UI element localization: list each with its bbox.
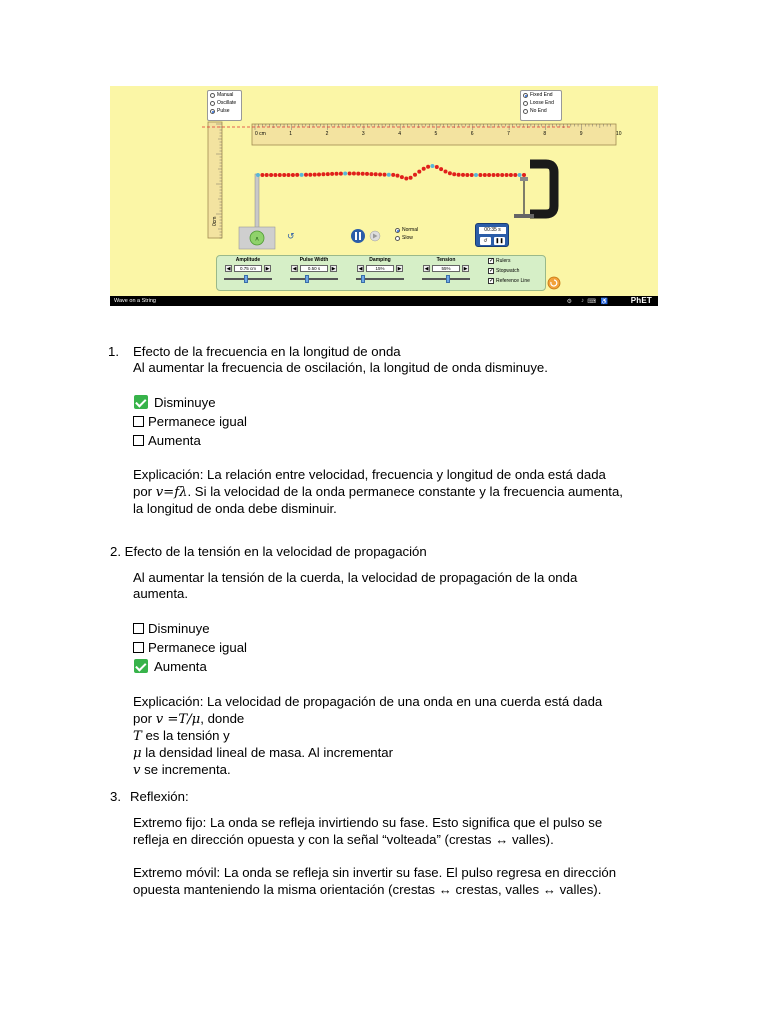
decrement-arrow-icon[interactable]: ◀ [226,266,231,272]
checkbox-checked-icon: ✓ [489,278,495,284]
q2-explanation-line3: T es la tensión y [133,728,230,744]
ruler-tick-label: 10 [616,131,622,137]
string-bead [505,173,509,177]
q2-statement-line2: aumenta. [133,586,188,601]
string-bead [417,170,421,174]
string-bead [444,170,448,174]
control-amplitude [220,257,276,289]
phet-logo: PhET [630,296,652,305]
string-bead [422,167,426,171]
q3-number: 3. [110,789,121,804]
string-bead [400,175,404,179]
radio-icon [210,101,215,106]
string-bead [361,172,365,176]
control-pulse-width [286,257,342,289]
increment-arrow-icon[interactable]: ▶ [265,266,270,272]
radio-selected-icon [395,228,400,233]
q2-option-3[interactable]: Aumenta [134,659,207,676]
oscillator-post [255,174,259,234]
control-title: Tension [436,257,456,263]
simulation-navbar [110,296,658,306]
q2-option-2[interactable]: Permanece igual [133,640,247,657]
control-slider[interactable] [422,275,470,283]
visibility-checkboxes [488,256,546,290]
string-bead [313,173,317,177]
mode-oscillate[interactable]: Oscillate [208,99,241,107]
stopwatch-pause-icon[interactable]: ❚❚ [495,238,504,244]
string-bead [500,173,504,177]
sound-icon[interactable]: ♪ [581,297,584,304]
ruler-tick-label: 4 [398,131,401,137]
string-beads [256,164,526,181]
mode-selector-panel [207,90,242,121]
pulse-button-glyph: ʌ [255,235,259,243]
decrement-arrow-icon[interactable]: ◀ [292,266,297,272]
string-bead [326,172,330,176]
string-bead [374,172,378,176]
q2-explanation-line2: por v =T/μ, donde [133,711,245,727]
string-bead [391,173,395,177]
q1-explanation-line3: la longitud de onda debe disminuir. [133,501,337,516]
speed-slow[interactable]: Slow [393,234,418,242]
increment-arrow-icon[interactable]: ▶ [397,266,402,272]
checkbox-icon [133,435,144,446]
speed-normal[interactable]: Normal [393,226,418,234]
q1-option-2[interactable]: Permanece igual [133,414,247,431]
string-bead [426,165,430,169]
string-bead [291,173,295,177]
string-bead [470,173,474,177]
clamp-icon [530,164,554,214]
ruler-tick-label: 9 [579,131,583,137]
ruler-tick-label: 8 [543,131,547,137]
keyboard-icon[interactable]: ⌨ [587,298,596,305]
stopwatch-display: 00:35 s [479,227,506,234]
end-loose[interactable]: Loose End [521,99,561,107]
string-bead [352,172,356,176]
string-bead [300,173,304,177]
ruler-tick-label: 7 [507,131,510,137]
string-bead [496,173,500,177]
string-bead [487,173,491,177]
q1-number: 1. [108,344,119,359]
control-value: 15% [366,265,394,272]
ruler-tick-label: 5 [434,131,438,137]
string-bead [287,173,291,177]
string-bead [335,172,339,176]
checkbox-checked-icon: ✓ [489,258,495,264]
control-tension [418,257,474,289]
string-bead [383,173,387,177]
string-bead [378,173,382,177]
string-bead [474,173,478,177]
string-bead [483,173,487,177]
q1-explanation-line1: Explicación: La relación entre velocidad, frecuencia y longitud de onda está dada [133,467,606,482]
control-slider[interactable] [356,275,404,283]
checkbox-icon [133,416,144,427]
increment-arrow-icon[interactable]: ▶ [463,266,468,272]
string-bead [282,173,286,177]
simulation-title: Wave on a String [114,297,156,304]
string-bead [509,173,513,177]
speed-options [393,226,418,242]
string-bead [522,173,526,177]
control-value: 0.75 cm [234,265,262,272]
end-none[interactable]: No End [521,107,561,115]
slider-thumb[interactable] [361,275,365,283]
decrement-arrow-icon[interactable]: ◀ [358,266,363,272]
q2-formula: v =T/μ [155,712,201,727]
control-slider[interactable] [290,275,338,283]
vertical-ruler-label: 0cm [212,216,218,226]
decrement-arrow-icon[interactable]: ◀ [424,266,429,272]
q1-option-1[interactable]: Disminuye [134,395,216,412]
string-bead [448,171,452,175]
control-title: Pulse Width [299,257,329,263]
string-bead [404,177,408,181]
string-bead [308,173,312,177]
string-bead [256,173,260,177]
stopwatch[interactable] [475,223,509,247]
radio-icon [523,109,528,114]
q2-option-1[interactable]: Disminuye [133,621,210,638]
radio-icon [523,101,528,106]
string-bead [343,172,347,176]
q2-explanation-line1: Explicación: La velocidad de propagación de una onda en una cuerda está dada [133,694,603,709]
string-bead [387,173,391,177]
string-bead [260,173,264,177]
string-bead [317,173,321,177]
ruler-tick-label: 6 [470,131,474,137]
string-bead [439,167,443,171]
string-bead [513,173,517,177]
checkbox-icon [133,642,144,653]
string-bead [452,172,456,176]
increment-arrow-icon[interactable]: ▶ [331,266,336,272]
q3-fixed-line2: refleja en dirección opuesta y con la señal “volteada” (crestas ↔ valles). [133,832,554,847]
string-bead [413,173,417,177]
checkbox-icon [133,623,144,634]
radio-selected-icon [210,109,215,114]
q2-explanation-line5: v se incrementa. [133,762,231,778]
ruler-tick-label: 1 [289,131,293,137]
pause-button[interactable] [351,229,365,243]
string-bead [396,174,400,178]
string-bead [430,164,434,168]
ruler-tick-label: 3 [361,131,365,137]
accessibility-icon[interactable]: ♿ [600,298,608,305]
checkbox-reference-line[interactable]: ✓ Reference Line [489,278,530,284]
string-bead [265,173,269,177]
string-bead [339,172,343,176]
string-bead [321,172,325,176]
wave-simulation-screenshot [110,86,658,306]
slider-thumb[interactable] [446,275,450,283]
q1-option-3[interactable]: Aumenta [133,433,201,450]
checkbox-checked-icon: ✓ [489,268,495,274]
q3-loose-line2: opuesta manteniendo la misma orientación (crestas ↔ crestas, valles ↔ valles). [133,882,602,897]
control-damping [352,257,408,289]
string-bead [304,173,308,177]
q1-statement: Al aumentar la frecuencia de oscilación, la longitud de onda disminuye. [133,360,548,375]
q3-title: Reflexión: [130,789,189,804]
q1-explanation-line2: por v=fλ. Si la velocidad de la onda permanece constante y la frecuencia aumenta, [133,484,623,500]
string-bead [492,173,496,177]
string-bead [365,172,369,176]
slider-thumb[interactable] [244,275,248,283]
string-bead [278,173,282,177]
string-bead [478,173,482,177]
radio-icon [395,236,400,241]
control-slider[interactable] [224,275,272,283]
string-bead [369,172,373,176]
checkbox-checked-icon [134,659,148,673]
checkbox-checked-icon [134,395,148,409]
q2-title: 2. Efecto de la tensión en la velocidad de propagación [110,544,427,559]
string-bead [435,165,439,169]
string-bead [348,172,352,176]
q3-loose-line1: Extremo móvil: La onda se refleja sin invertir su fase. El pulso regresa en dirección [133,865,617,880]
string-bead [356,172,360,176]
stopwatch-reset-icon[interactable]: ↺ [480,237,491,245]
radio-selected-icon [523,93,528,98]
q1-title: Efecto de la frecuencia en la longitud de onda [133,344,401,359]
checkbox-stopwatch[interactable]: ✓ Stopwatch [489,268,520,274]
string-bead [465,173,469,177]
end-selector-panel [520,90,562,121]
string-bead [273,173,277,177]
q1-formula: v=fλ [155,485,188,500]
control-value: 0.50 s [300,265,328,272]
string-bead [330,172,334,176]
reset-all-button[interactable] [548,277,560,289]
q2-statement-line1: Al aumentar la tensión de la cuerda, la velocidad de propagación de la onda [133,570,578,585]
string-bead [269,173,273,177]
ruler-zero-label: 0 cm [255,131,266,137]
settings-icon[interactable]: ⚙ [566,298,572,305]
string-bead [518,173,522,177]
slider-thumb[interactable] [305,275,309,283]
ruler-tick-label: 2 [325,131,329,137]
restart-icon: ↺ [287,232,295,242]
q3-fixed-line1: Extremo fijo: La onda se refleja invirtiendo su fase. Esto significa que el pulso se [133,815,603,830]
string-bead [461,173,465,177]
mode-pulse[interactable]: Pulse [208,107,241,115]
control-title: Amplitude [235,257,261,263]
mode-manual[interactable]: Manual [208,91,241,99]
control-value: 55% [432,265,460,272]
radio-icon [210,93,215,98]
q2-explanation-line4: μ la densidad lineal de masa. Al incrementar [133,745,394,761]
end-fixed[interactable]: Fixed End [521,91,561,99]
string-bead [457,173,461,177]
string-bead [295,173,299,177]
checkbox-rulers[interactable]: ✓ Rulers [489,258,511,264]
control-title: Damping [369,257,391,263]
string-bead [409,176,413,180]
clamp-screw [520,177,528,181]
